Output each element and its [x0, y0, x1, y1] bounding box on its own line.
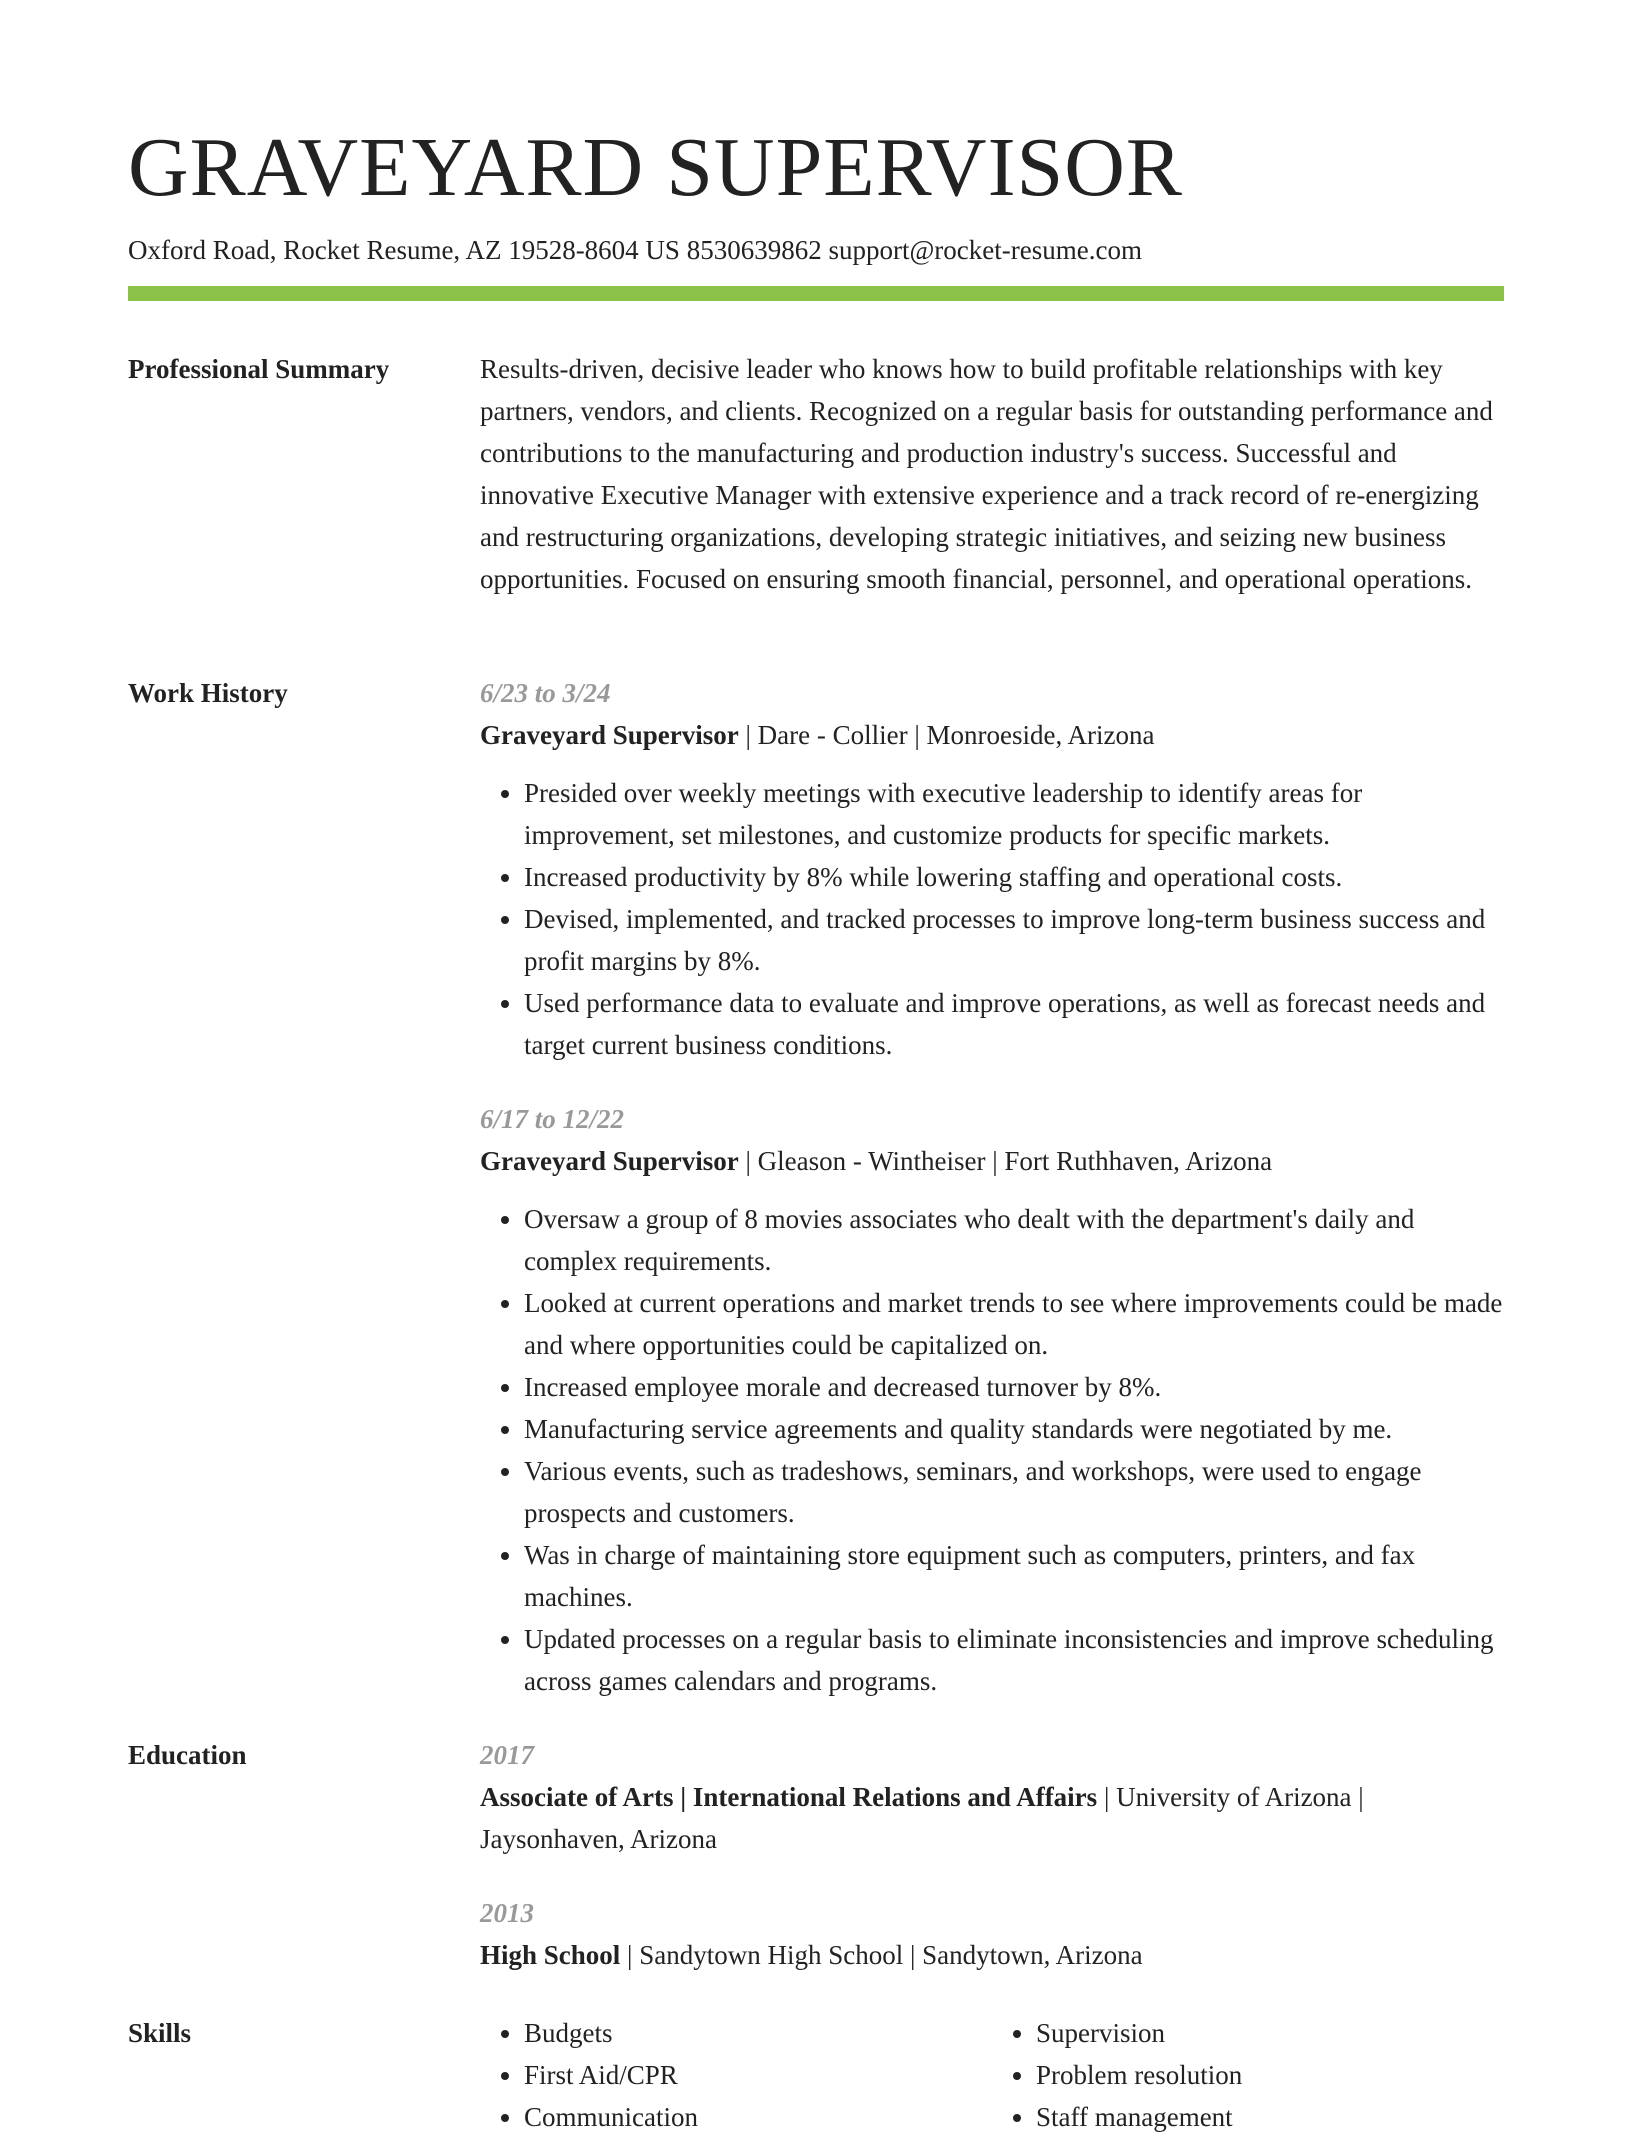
job-bullet: • Used performance data to evaluate and improve operations, as well as forecast needs and target current business conditions. [524, 982, 1504, 1066]
job-heading [480, 714, 1504, 756]
job-title: Graveyard Supervisor [480, 720, 739, 750]
skill-item: • Problem resolution [1036, 2054, 1504, 2096]
job-entry [480, 1098, 1504, 1702]
job-bullet: • Increased employee morale and decreased turnover by 8%. [524, 1366, 1504, 1408]
job-details: | Dare - Collier | Monroeside, Arizona [738, 720, 1155, 750]
job-bullet: • Presided over weekly meetings with executive leadership to identify areas for improvement, set milestones, and customize products for specific markets. [524, 772, 1504, 856]
resume-page [128, 0, 1504, 2132]
job-bullet: • Increased productivity by 8% while lowering staffing and operational costs. [524, 856, 1504, 898]
header-divider [128, 286, 1504, 301]
job-dates: 6/23 to 3/24 [480, 678, 611, 708]
job-bullet: • Was in charge of maintaining store equipment such as computers, printers, and fax machines. [524, 1534, 1504, 1618]
job-dates: 6/17 to 12/22 [480, 1104, 625, 1134]
job-bullet: • Oversaw a group of 8 movies associates who dealt with the department's daily and complex requirements. [524, 1198, 1504, 1282]
education-entry [480, 1892, 1504, 1976]
job-entry [480, 672, 1504, 1066]
skill-item: • First Aid/CPR [524, 2054, 992, 2096]
education-label: Education [128, 1740, 247, 1770]
skills-columns [480, 2012, 1504, 2138]
summary-body [480, 348, 1504, 600]
summary-text: Results-driven, decisive leader who knows how to build profitable relationships with key partners, vendors, and clients. Recognized on a regular basis for outstanding performance and contributions to the manufacturing and production industry's success. Successful and innovative Executive Manager with extensive experience and a track record of re-energizing and restructuring organizations, developing strategic initiatives, and seizing new business opportunities. Focused on ensuring smooth financial, personnel, and operational operations. [480, 354, 1493, 594]
job-bullets [480, 772, 1504, 1066]
job-title: Graveyard Supervisor [480, 1146, 739, 1176]
skill-item: • Supervision [1036, 2012, 1504, 2054]
resume-name: GRAVEYARD SUPERVISOR [128, 121, 1183, 214]
education-degree: High School [480, 1940, 621, 1970]
job-details: | Gleason - Wintheiser | Fort Ruthhaven, Arizona [738, 1146, 1273, 1176]
skills-list-left [480, 2012, 992, 2138]
job-bullet: • Various events, such as tradeshows, seminars, and workshops, were used to engage prospects and customers. [524, 1450, 1504, 1534]
education-degree: Associate of Arts | International Relations and Affairs [480, 1782, 1098, 1812]
skill-item: • Budgets [524, 2012, 992, 2054]
education-entry [480, 1734, 1504, 1860]
job-bullets [480, 1198, 1504, 1702]
job-heading [480, 1140, 1504, 1182]
job-bullet: • Updated processes on a regular basis to eliminate inconsistencies and improve scheduling across games calendars and programs. [524, 1618, 1504, 1702]
skills-body [480, 2012, 1504, 2138]
education-heading [480, 1776, 1504, 1860]
job-bullet: • Devised, implemented, and tracked processes to improve long-term business success and profit margins by 8%. [524, 898, 1504, 982]
work-history-body [480, 672, 1504, 1734]
education-year: 2017 [480, 1740, 534, 1770]
education-year: 2013 [480, 1898, 534, 1928]
education-heading [480, 1934, 1504, 1976]
skill-item: • Communication [524, 2096, 992, 2138]
job-bullet: • Looked at current operations and market trends to see where improvements could be made and where opportunities could be capitalized on. [524, 1282, 1504, 1366]
contact-line: Oxford Road, Rocket Resume, AZ 19528-8604 US 8530639862 support@rocket-resume.com [128, 235, 1142, 265]
skill-item: • Staff management [1036, 2096, 1504, 2138]
education-details: | Sandytown High School | Sandytown, Arizona [620, 1940, 1143, 1970]
education-body [480, 1734, 1504, 2008]
education-details: | University of Arizona | Jaysonhaven, Arizona [480, 1782, 1364, 1854]
summary-label: Professional Summary [128, 354, 390, 384]
skills-list-right [992, 2012, 1504, 2138]
work-history-label: Work History [128, 678, 288, 708]
skills-label: Skills [128, 2018, 192, 2048]
job-bullet: • Manufacturing service agreements and quality standards were negotiated by me. [524, 1408, 1504, 1450]
